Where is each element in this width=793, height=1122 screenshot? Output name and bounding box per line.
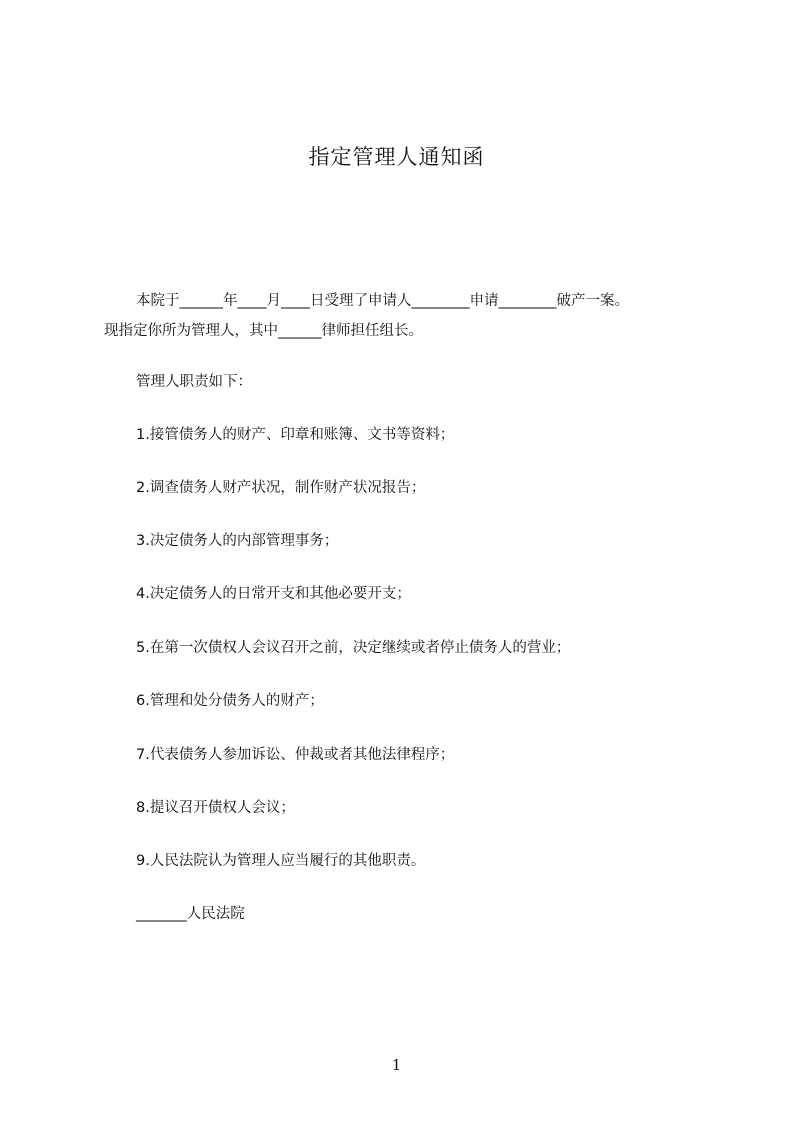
duty-item-6: 6.管理和处分债务人的财产； bbox=[136, 693, 324, 709]
duty-item-9: 9.人民法院认为管理人应当履行的其他职责。 bbox=[136, 853, 426, 869]
duty-item-4: 4.决定债务人的日常开支和其他必要开支； bbox=[136, 586, 411, 602]
duty-item-7: 7.代表债务人参加诉讼、仲裁或者其他法律程序； bbox=[136, 747, 455, 763]
duty-item-1: 1.接管债务人的财产、印章和账簿、文书等资料； bbox=[136, 427, 455, 443]
paragraph-line-1: 本院于______年____月____日受理了申请人________申请________破产一案。 bbox=[136, 293, 629, 309]
page-number: 1 bbox=[391, 1056, 402, 1074]
duties-heading: 管理人职责如下： bbox=[136, 374, 252, 390]
duty-item-8: 8.提议召开债权人会议； bbox=[136, 800, 295, 816]
duty-item-5: 5.在第一次债权人会议召开之前，决定继续或者停止债务人的营业； bbox=[136, 640, 571, 656]
paragraph-line-2: 现指定你所为管理人，其中______律师担任组长。 bbox=[104, 323, 423, 339]
court-signature: _______人民法院 bbox=[136, 906, 245, 922]
duty-item-3: 3.决定债务人的内部管理事务； bbox=[136, 533, 339, 549]
document-title: 指定管理人通知函 bbox=[308, 145, 485, 169]
duty-item-2: 2.调查债务人财产状况，制作财产状况报告； bbox=[136, 480, 426, 496]
